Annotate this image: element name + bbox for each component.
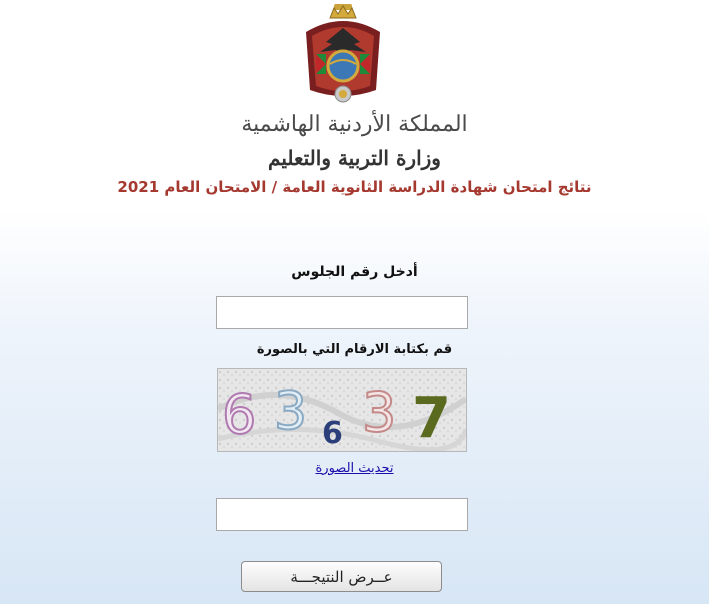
captcha-digit: 6 xyxy=(222,383,257,446)
seat-number-input[interactable] xyxy=(216,296,468,329)
show-result-button[interactable]: عــرض النتيجـــة xyxy=(241,561,442,592)
ministry-name: وزارة التربية والتعليم xyxy=(268,146,441,170)
page-title: نتائج امتحان شهادة الدراسة الثانوية العامة / الامتحان العام 2021 xyxy=(117,178,592,196)
refresh-captcha-link[interactable]: تحديث الصورة xyxy=(315,461,394,476)
captcha-digit: 3 xyxy=(362,381,397,444)
captcha-digit: 6 xyxy=(322,416,343,451)
captcha-digit: 3 xyxy=(274,382,308,442)
jordan-coat-of-arms-icon xyxy=(296,2,390,108)
captcha-label: قم بكتابة الارقام التي بالصورة xyxy=(256,342,453,357)
captcha-input[interactable] xyxy=(216,498,468,531)
kingdom-name: المملكة الأردنية الهاشمية xyxy=(241,112,468,137)
captcha-image xyxy=(217,368,467,452)
seat-number-label: أدخل رقم الجلوس xyxy=(291,264,418,280)
captcha-digit: 7 xyxy=(412,386,451,451)
